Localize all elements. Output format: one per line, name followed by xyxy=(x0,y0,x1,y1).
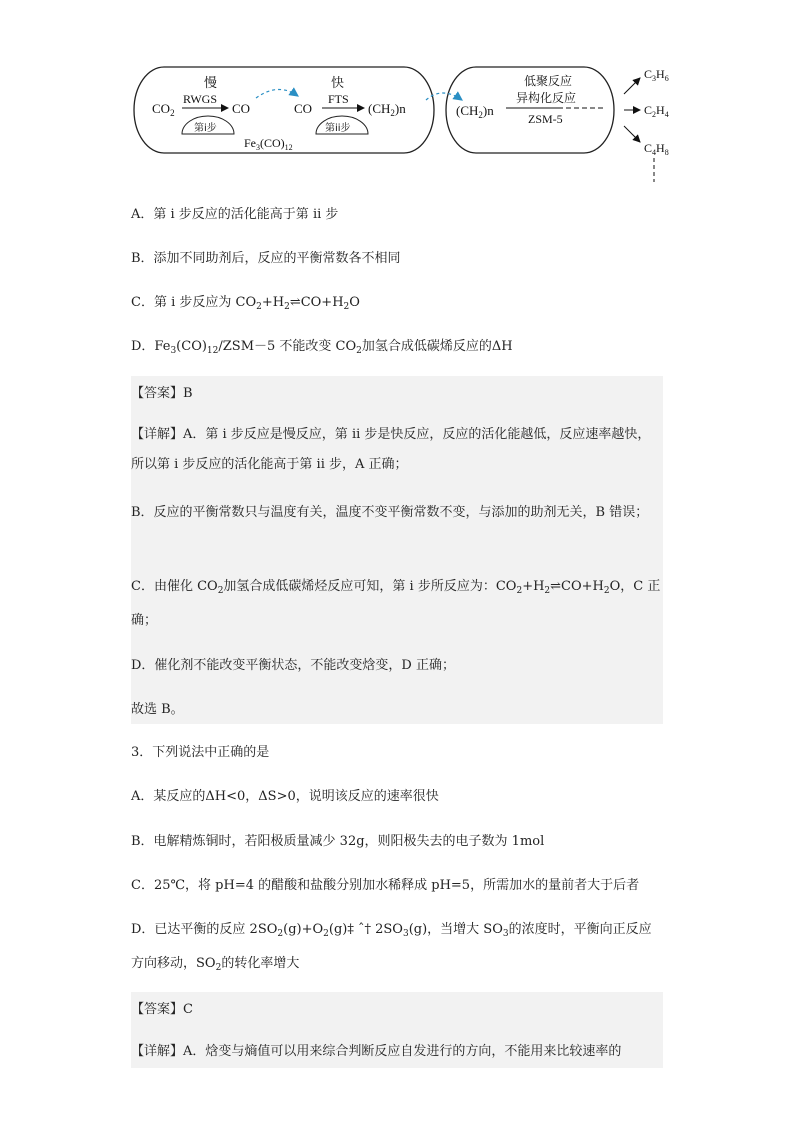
q2-option-d: D．$Fe_3(CO)_{12}/ZSM-5$ 不能改变 $CO_2$加氢合成低碳烯反应的ΔH xyxy=(131,339,513,356)
q3-option-a: A．某反应的ΔH<0，ΔS>0，说明该反应的速率很快 xyxy=(131,789,439,804)
isomerization-label: 异构化反应 xyxy=(516,91,577,105)
q2-detail-b: B．反应的平衡常数只与温度有关，温度不变平衡常数不变，与添加的助剂无关，B 错误； xyxy=(131,505,649,520)
c3h6-text: $C_3H_6$ xyxy=(644,67,669,83)
rwgs-label: RWGS xyxy=(183,92,218,106)
zsm-label: ZSM-5 xyxy=(528,112,563,126)
step-i-label: 第i步 xyxy=(194,123,217,134)
co-product-text: CO xyxy=(232,101,251,116)
c4h8-text: $C_4H_8$ xyxy=(644,141,669,157)
ch2n-product-text: $(CH_2)n$ xyxy=(368,101,406,118)
transfer-arrow-1 xyxy=(256,89,298,98)
q3-stem: 3．下列说法中正确的是 xyxy=(131,745,270,760)
c4h8-arrow xyxy=(624,126,640,142)
q2-option-c: C．第 i 步反应为 $CO_2+H_2\rightleftharpoons CO+H_2O$ xyxy=(131,295,360,312)
co2-text: $CO_2$ xyxy=(152,101,175,118)
fast-label: 快 xyxy=(331,76,345,91)
q2-answer-block xyxy=(131,376,663,724)
q3-option-c: C．25℃，将 pH=4 的醋酸和盐酸分别加水稀释成 pH=5，所需加水的量前者大于后者 xyxy=(131,878,640,893)
reaction-scheme-diagram xyxy=(128,60,688,186)
q2-option-a: A．第 i 步反应的活化能高于第 ii 步 xyxy=(131,207,339,222)
q3-answer: 【答案】C xyxy=(131,1002,193,1017)
oligomerization-label: 低聚反应 xyxy=(524,74,573,88)
catalyst-formula: $Fe_3(CO)_{12}$ xyxy=(244,136,293,152)
step-ii-label: 第ii步 xyxy=(325,123,351,134)
q2-detail-c: C．由催化 $CO_2$加氢合成低碳烯烃反应可知，第 i 步所反应为：$CO_2+H_2\rightleftharpoons CO+H_2O$，C 正确； xyxy=(131,579,661,628)
ch2n-feed-text: $(CH_2)n$ xyxy=(456,103,494,120)
q3-option-d: D．已达平衡的反应 $2SO_2(g)+O_2(g)\ddagger$ ˆ† $2SO_3(g)$，当增大 $SO_3$的浓度时，平衡向正反应方向移动，$SO_2$的转化率增大 xyxy=(131,922,652,973)
q3-option-b: B．电解精炼铜时，若阳极质量减少 32g，则阳极失去的电子数为 1mol xyxy=(131,834,545,849)
co-feed-text: CO xyxy=(294,101,313,116)
q2-answer: 【答案】B xyxy=(131,386,193,401)
fts-label: FTS xyxy=(328,92,349,106)
c2h4-text: $C_2H_4$ xyxy=(644,103,669,119)
q2-detail-a: 【详解】A．第 i 步反应是慢反应，第 ii 步是快反应，反应的活化能越低，反应速率越快，所以第 i 步反应的活化能高于第 ii 步，A 正确； xyxy=(131,427,651,472)
q3-detail-a: 【详解】A．焓变与熵值可以用来综合判断反应自发进行的方向，不能用来比较速率的 xyxy=(131,1044,622,1059)
q3-answer-block xyxy=(131,992,663,1068)
q2-option-b: B．添加不同助剂后，反应的平衡常数各不相同 xyxy=(131,251,401,266)
q2-conclusion: 故选 B。 xyxy=(131,702,184,717)
slow-label: 慢 xyxy=(204,76,218,91)
c3h6-arrow xyxy=(624,78,640,94)
q2-detail-d: D．催化剂不能改变平衡状态，不能改变焓变，D 正确； xyxy=(131,658,455,673)
reaction-scheme-svg xyxy=(128,60,688,186)
